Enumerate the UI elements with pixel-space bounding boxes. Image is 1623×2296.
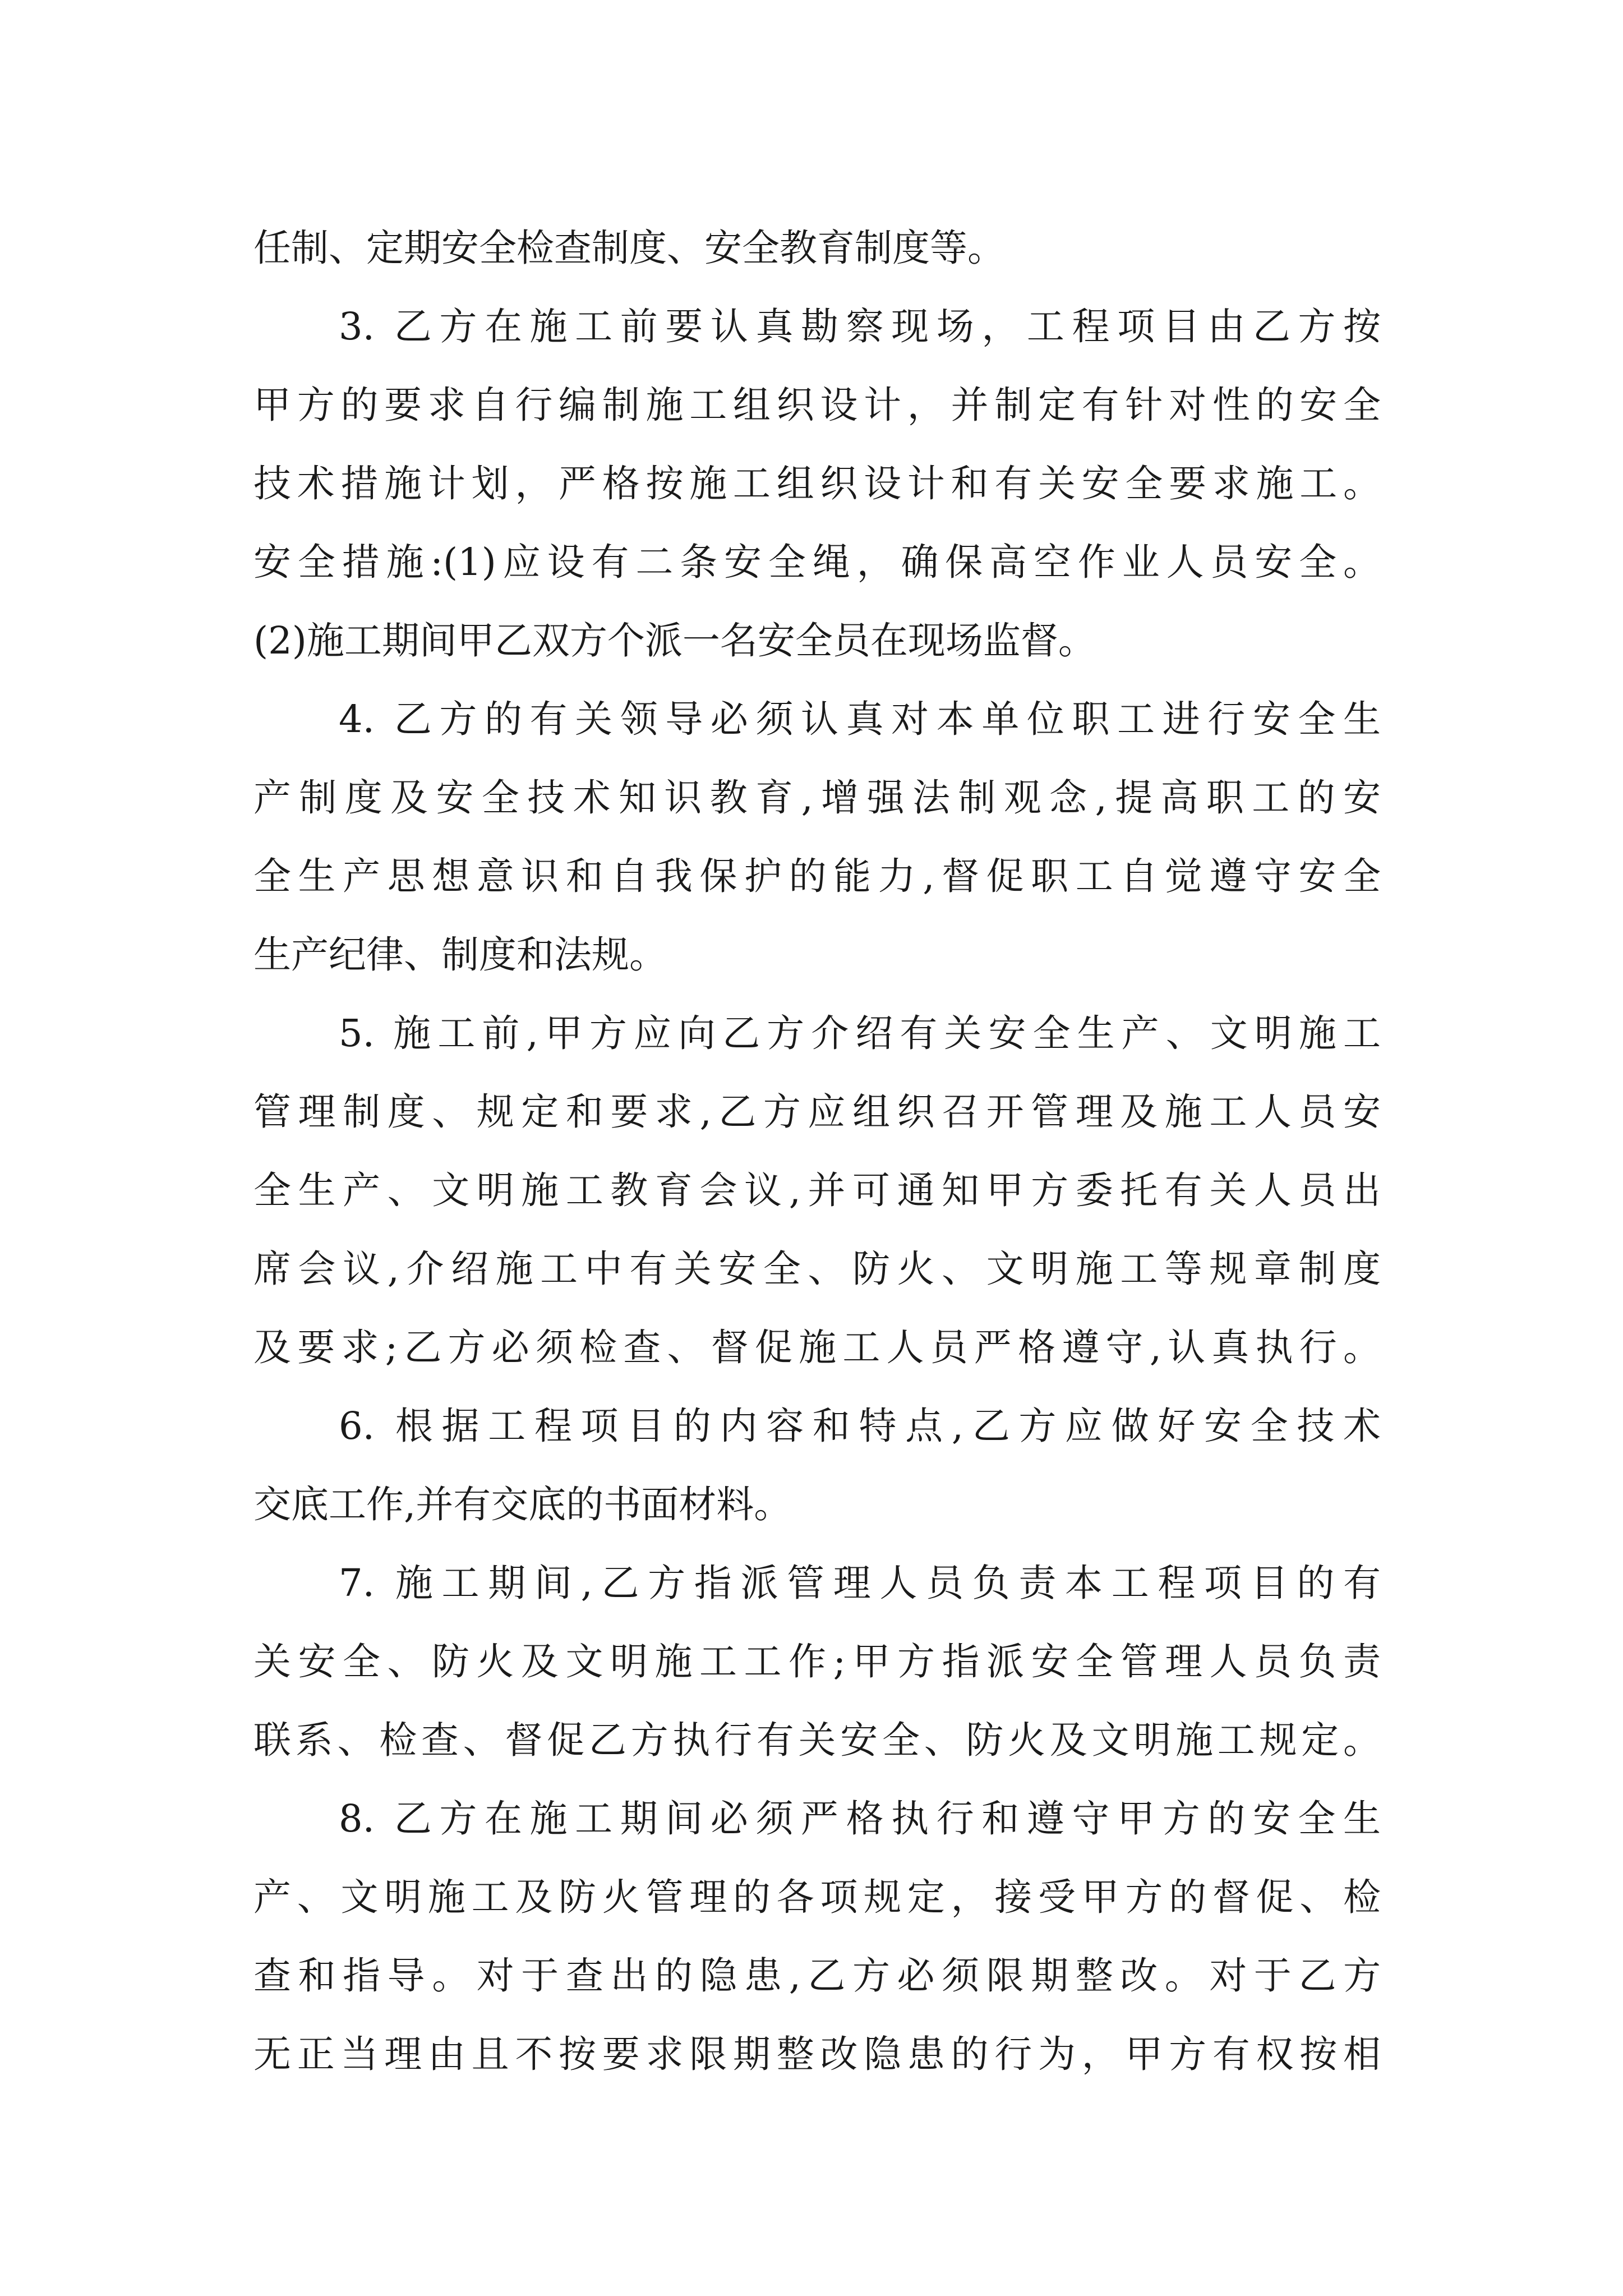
text-line: 甲方的要求自行编制施工组织设计，并制定有针对性的安全 bbox=[253, 383, 1381, 427]
text-line: 6. 根据工程项目的内容和特点,乙方应做好安全技术 bbox=[339, 1404, 1381, 1448]
text-line: 产、文明施工及防火管理的各项规定，接受甲方的督促、检 bbox=[253, 1875, 1381, 1919]
text-line: 查和指导。对于查出的隐患,乙方必须限期整改。对于乙方 bbox=[253, 1954, 1381, 1998]
text-line: 无正当理由且不按要求限期整改隐患的行为，甲方有权按相 bbox=[253, 2032, 1381, 2076]
text-line: 管理制度、规定和要求,乙方应组织召开管理及施工人员安 bbox=[253, 1090, 1381, 1134]
document-body bbox=[253, 209, 1381, 2093]
text-line: 技术措施计划，严格按施工组织设计和有关安全要求施工。 bbox=[253, 462, 1381, 505]
text-line: 全生产、文明施工教育会议,并可通知甲方委托有关人员出 bbox=[253, 1168, 1381, 1212]
text-line: 及要求;乙方必须检查、督促施工人员严格遵守,认真执行。 bbox=[253, 1326, 1381, 1369]
text-line: 3. 乙方在施工前要认真勘察现场，工程项目由乙方按 bbox=[339, 305, 1381, 348]
text-line: 全生产思想意识和自我保护的能力,督促职工自觉遵守安全 bbox=[253, 854, 1381, 898]
text-line: 5. 施工前,甲方应向乙方介绍有关安全生产、文明施工 bbox=[339, 1011, 1381, 1055]
text-line: 4. 乙方的有关领导必须认真对本单位职工进行安全生 bbox=[339, 697, 1381, 741]
text-line: 关安全、防火及文明施工工作;甲方指派安全管理人员负责 bbox=[253, 1640, 1381, 1683]
text-line: 席会议,介绍施工中有关安全、防火、文明施工等规章制度 bbox=[253, 1247, 1381, 1291]
text-line: 7. 施工期间,乙方指派管理人员负责本工程项目的有 bbox=[339, 1561, 1381, 1605]
text-line: 安全措施:(1)应设有二条安全绳，确保高空作业人员安全。 bbox=[253, 540, 1381, 584]
text-line: (2)施工期间甲乙双方个派一名安全员在现场监督。 bbox=[253, 619, 1096, 662]
text-line: 8. 乙方在施工期间必须严格执行和遵守甲方的安全生 bbox=[339, 1797, 1381, 1841]
text-line: 联系、检查、督促乙方执行有关安全、防火及文明施工规定。 bbox=[253, 1718, 1381, 1762]
text-line: 生产纪律、制度和法规。 bbox=[253, 933, 667, 977]
text-line: 任制、定期安全检查制度、安全教育制度等。 bbox=[253, 226, 1005, 270]
text-line: 产制度及安全技术知识教育,增强法制观念,提高职工的安 bbox=[253, 776, 1381, 820]
text-line: 交底工作,并有交底的书面材料。 bbox=[253, 1483, 792, 1526]
